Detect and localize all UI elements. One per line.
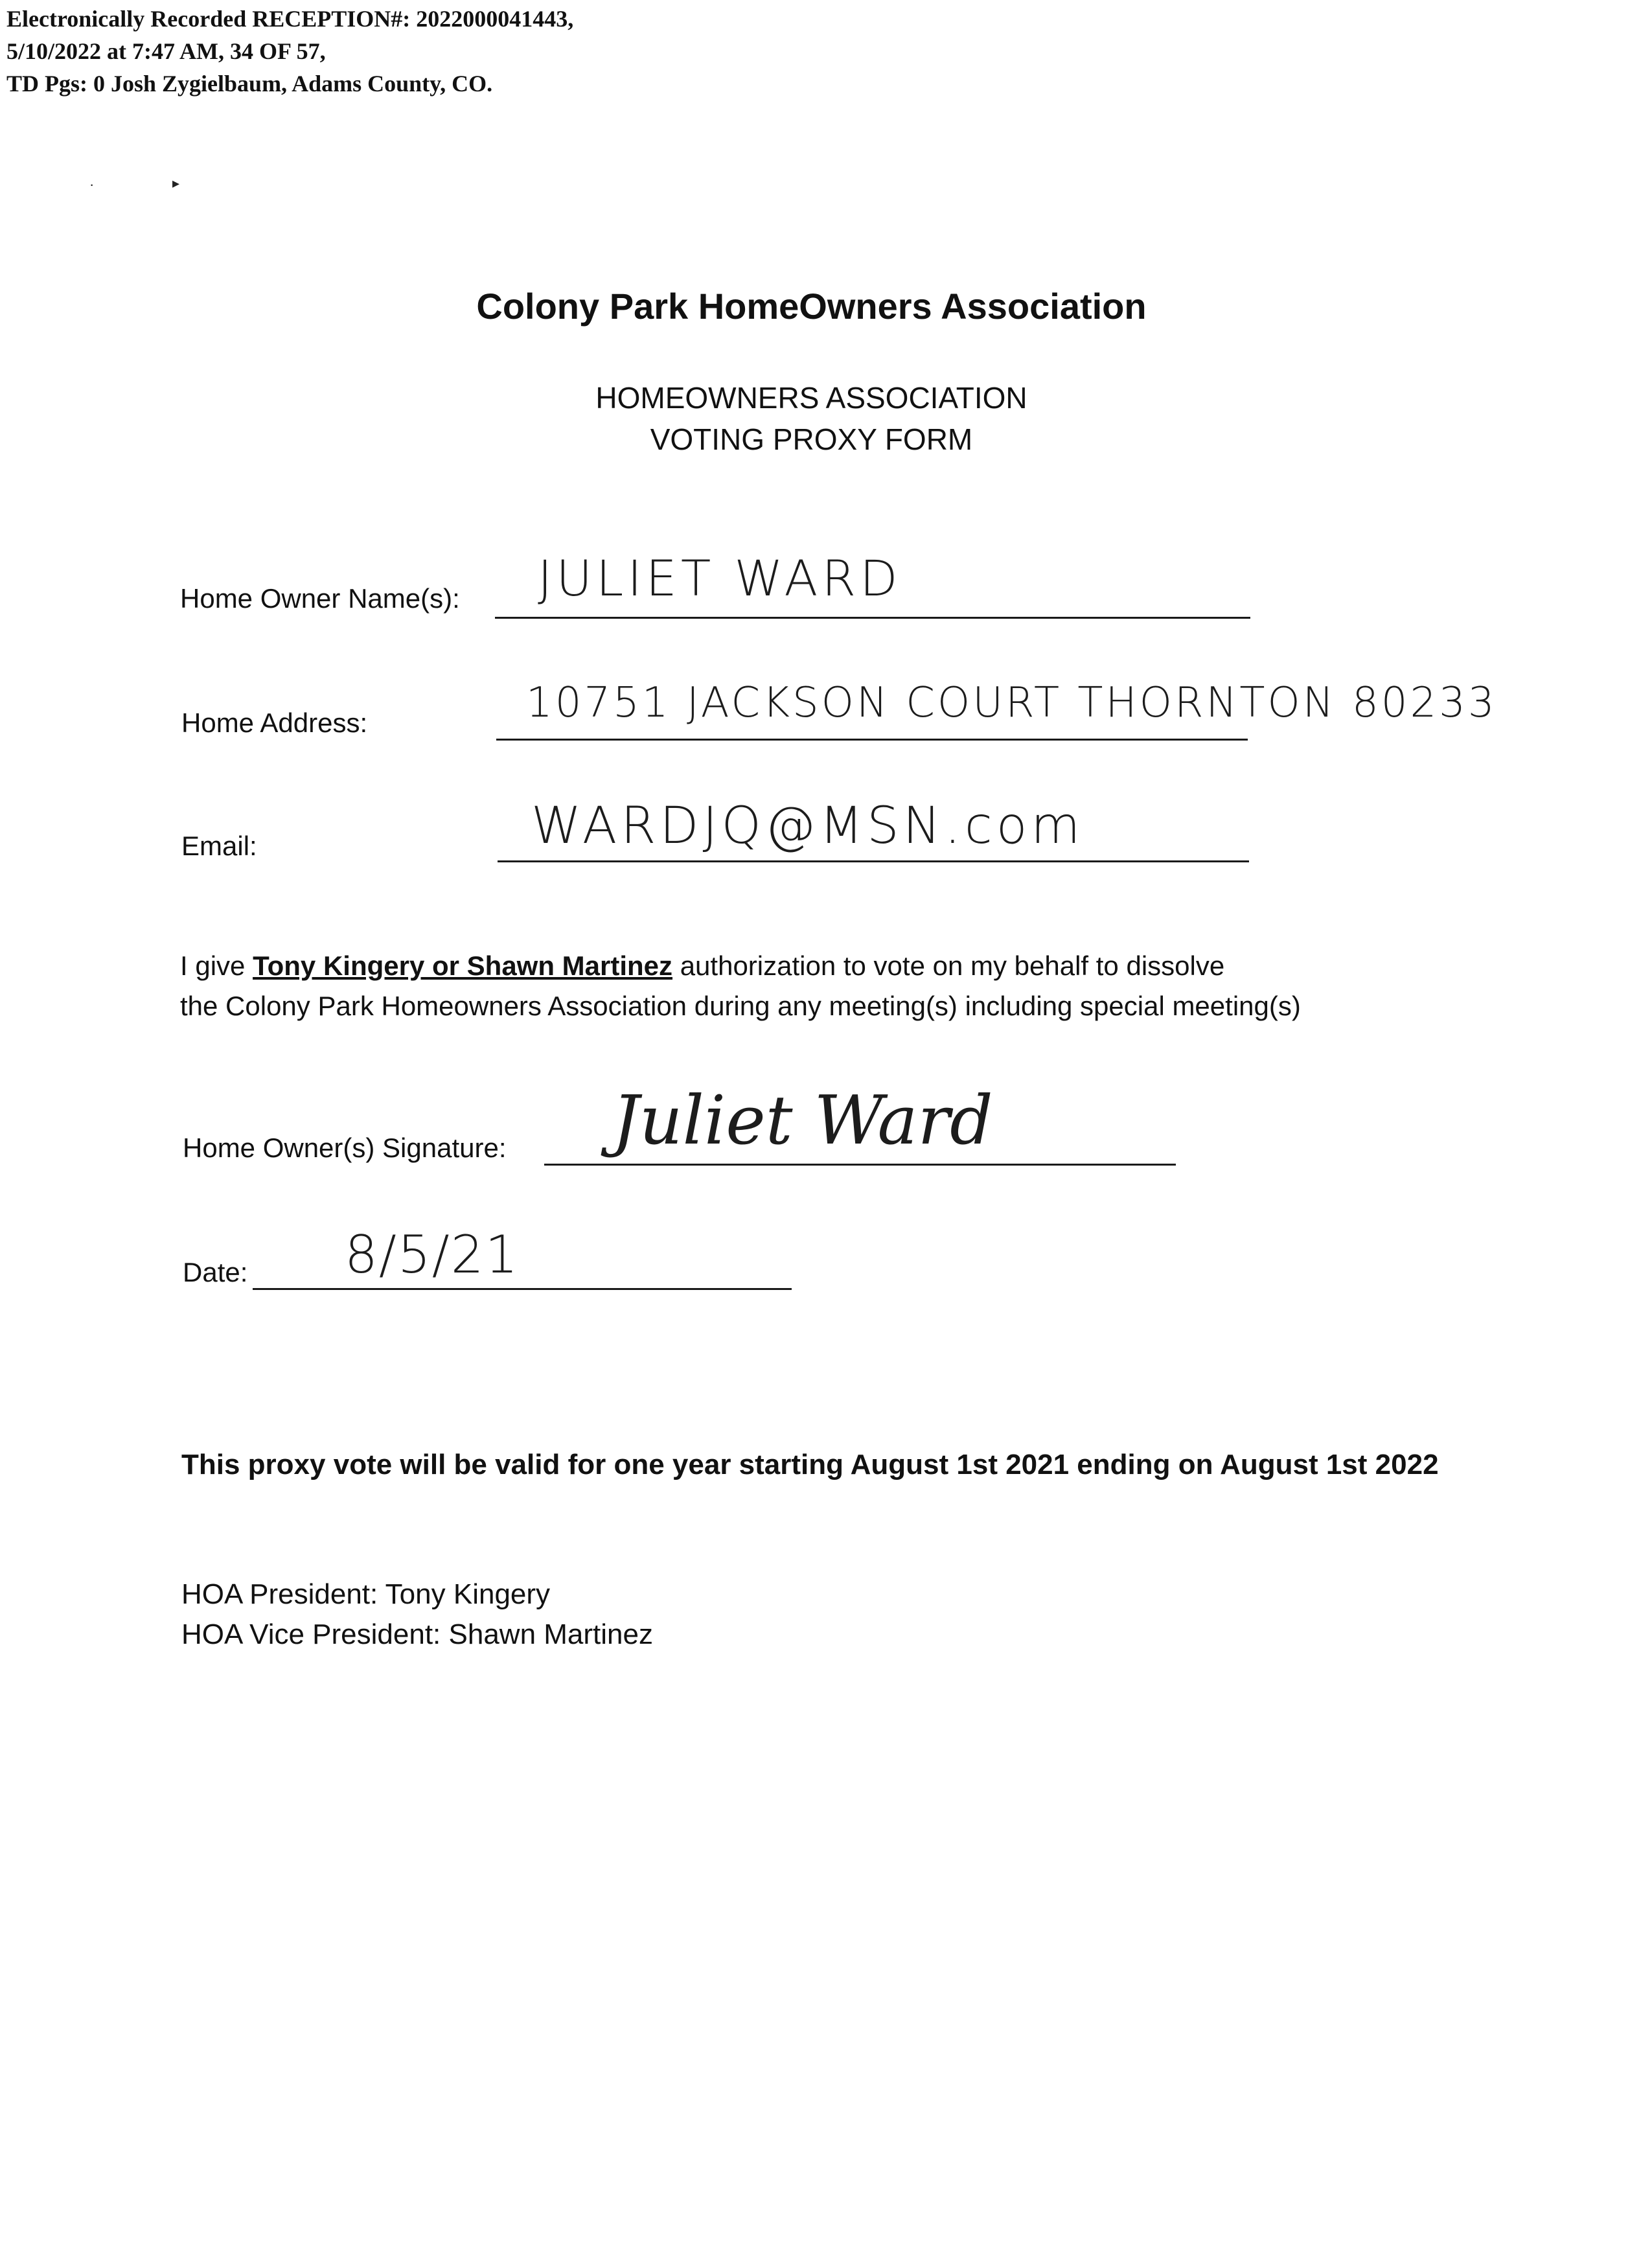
hoa-officers [181,1574,653,1655]
email-value[interactable]: WARDJQ@MSN.com [531,797,1084,855]
authorization-statement [180,946,1301,1026]
signature-line [544,1164,1176,1166]
home-owner-signature[interactable]: Juliet Ward [612,1081,993,1160]
scan-speck: ▸ [172,175,180,191]
hoa-vice-president: HOA Vice President: Shawn Martinez [181,1618,653,1650]
authorization-suffix: authorization to vote on my behalf to dissolve [672,950,1225,981]
authorized-proxies: Tony Kingery or Shawn Martinez [253,950,673,981]
date-line [253,1288,792,1290]
authorization-line-2: the Colony Park Homeowners Association during any meeting(s) including special meeting(s) [180,991,1301,1021]
date-value[interactable]: 8/5/21 [345,1225,520,1285]
scan-speck: · [89,176,95,192]
home-address-value[interactable]: 10751 JACKSON COURT THORNTON 80233 [526,679,1497,727]
form-subtitle-line-1: HOMEOWNERS ASSOCIATION [595,381,1027,415]
hoa-president: HOA President: Tony Kingery [181,1578,551,1610]
home-owner-name-value[interactable]: JULIET WARD [538,549,902,607]
home-address-line [496,739,1248,741]
form-subtitle-line-2: VOTING PROXY FORM [650,422,973,456]
recording-line-2: 5/10/2022 at 7:47 AM, 34 OF 57, [6,38,326,64]
form-subtitle [0,377,1623,460]
recording-line-1: Electronically Recorded RECEPTION#: 2022000041443, [6,6,574,32]
date-label: Date: [183,1257,248,1287]
authorization-prefix: I give [180,950,253,981]
organization-title: Colony Park HomeOwners Association [476,286,1147,327]
recording-line-3: TD Pgs: 0 Josh Zygielbaum, Adams County, CO. [6,71,493,97]
recording-stamp [6,3,573,100]
email-line [498,860,1249,862]
signature-label: Home Owner(s) Signature: [183,1133,507,1163]
validity-statement: This proxy vote will be valid for one year starting August 1st 2021 ending on August 1st 2022 [181,1449,1439,1480]
email-label: Email: [181,831,257,861]
home-address-label: Home Address: [181,708,368,738]
authorization-line-1 [180,946,1301,986]
home-owner-name-label: Home Owner Name(s): [180,583,460,614]
home-owner-name-line [495,617,1250,619]
